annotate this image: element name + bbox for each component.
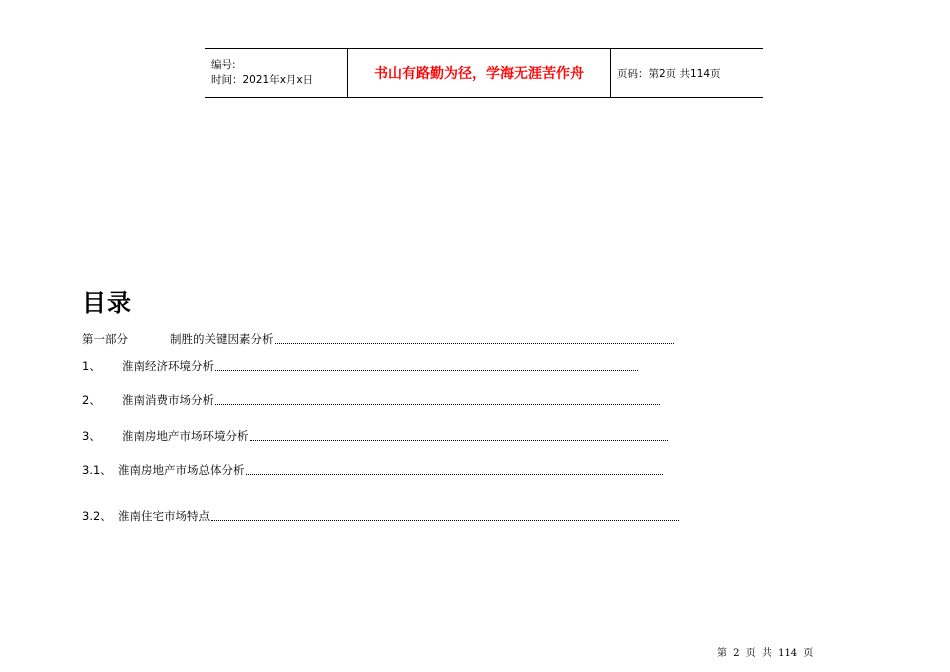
header-page-info: 页码：第2页 共114页 [617,67,721,80]
toc-item-2[interactable] [82,392,660,408]
toc-item-1[interactable] [82,358,638,374]
toc-item-label: 制胜的关键因素分析 [170,332,274,346]
toc-title: 目录 [82,289,132,317]
toc-item-part1[interactable] [82,331,674,347]
page-footer: 第 2 页 共 114 页 [717,648,814,659]
toc-dot-leader [250,439,669,441]
toc-dot-leader [211,519,679,521]
toc-item-label: 淮南房地产市场总体分析 [118,463,245,477]
toc-item-label: 淮南消费市场分析 [122,393,214,407]
header-meta [205,49,348,97]
toc-dot-leader [215,369,638,371]
toc-item-number: 3、 [82,429,101,443]
toc-item-number: 2、 [82,393,101,407]
toc-dot-leader [246,473,664,475]
header-time-label: 时间：2021年x月x日 [211,74,314,86]
toc-item-3-2[interactable] [82,508,679,524]
page-header [205,48,763,98]
toc-item-number: 第一部分 [82,332,128,346]
toc-item-number: 3.2、 [82,509,112,523]
header-motto: 书山有路勤为径，学海无涯苦作舟 [348,49,611,97]
toc-item-number: 1、 [82,359,101,373]
toc-item-3-1[interactable] [82,462,663,478]
toc-item-number: 3.1、 [82,463,112,477]
toc-item-label: 淮南经济环境分析 [122,359,214,373]
toc-item-label: 淮南住宅市场特点 [118,509,210,523]
toc-dot-leader [215,403,660,405]
toc-dot-leader [275,342,675,344]
header-number-label: 编号: [211,59,236,71]
toc-item-label: 淮南房地产市场环境分析 [122,429,249,443]
toc-item-3[interactable] [82,428,668,444]
